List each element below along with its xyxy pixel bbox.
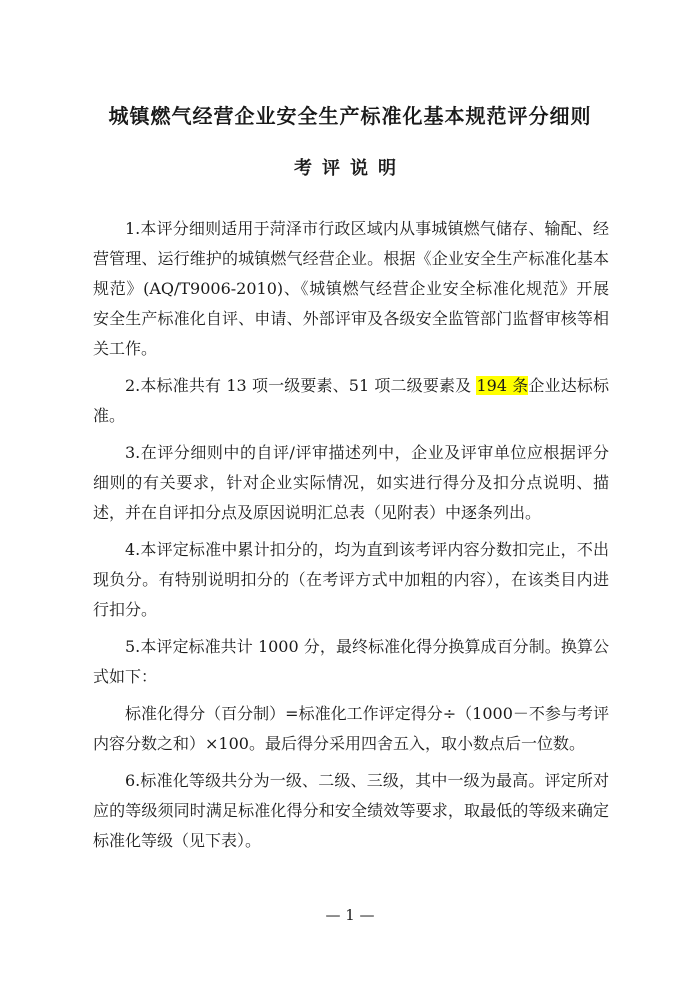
document-body [93, 214, 609, 863]
paragraph-2-text-before: 2.本标准共有 13 项一级要素、51 项二级要素及 [125, 376, 477, 395]
highlighted-count: 194 条 [476, 376, 529, 395]
page-number: — 1 — [325, 906, 375, 924]
paragraph-5: 5.本评定标准共计 1000 分，最终标准化得分换算成百分制。换算公式如下： [93, 637, 609, 686]
document-title: 城镇燃气经营企业安全生产标准化基本规范评分细则 [108, 104, 592, 128]
document-subtitle: 考评说明 [294, 158, 406, 179]
paragraph-6: 6.标准化等级共分为一级、二级、三级，其中一级为最高。评定所对应的等级须同时满足标准化得分和安全绩效等要求，取最低的等级来确定标准化等级（见下表）。 [93, 771, 609, 850]
paragraph-2-text-after: 企业达标标准。 [93, 376, 609, 425]
paragraph-1: 1.本评分细则适用于菏泽市行政区域内从事城镇燃气储存、输配、经营管理、运行维护的城镇燃气经营企业。根据《企业安全生产标准化基本规范》(AQ/T9006-2010)、《城镇燃气经营企业安全标准化规范》开展安全生产标准化自评、申请、外部评审及各级安全监管部门监督审核等相关工作。 [93, 219, 609, 358]
formula-paragraph: 标准化得分（百分制）=标准化工作评定得分÷（1000－不参与考评内容分数之和）×100。最后得分采用四舍五入，取小数点后一位数。 [93, 704, 609, 753]
paragraph-4: 4.本评定标准中累计扣分的，均为直到该考评内容分数扣完止，不出现负分。有特别说明扣分的（在考评方式中加粗的内容），在该类目内进行扣分。 [93, 540, 609, 619]
paragraph-2 [93, 371, 609, 431]
paragraph-3: 3.在评分细则中的自评/评审描述列中，企业及评审单位应根据评分细则的有关要求，针对企业实际情况，如实进行得分及扣分点说明、描述，并在自评扣分点及原因说明汇总表（见附表）中逐条列出。 [93, 443, 609, 522]
